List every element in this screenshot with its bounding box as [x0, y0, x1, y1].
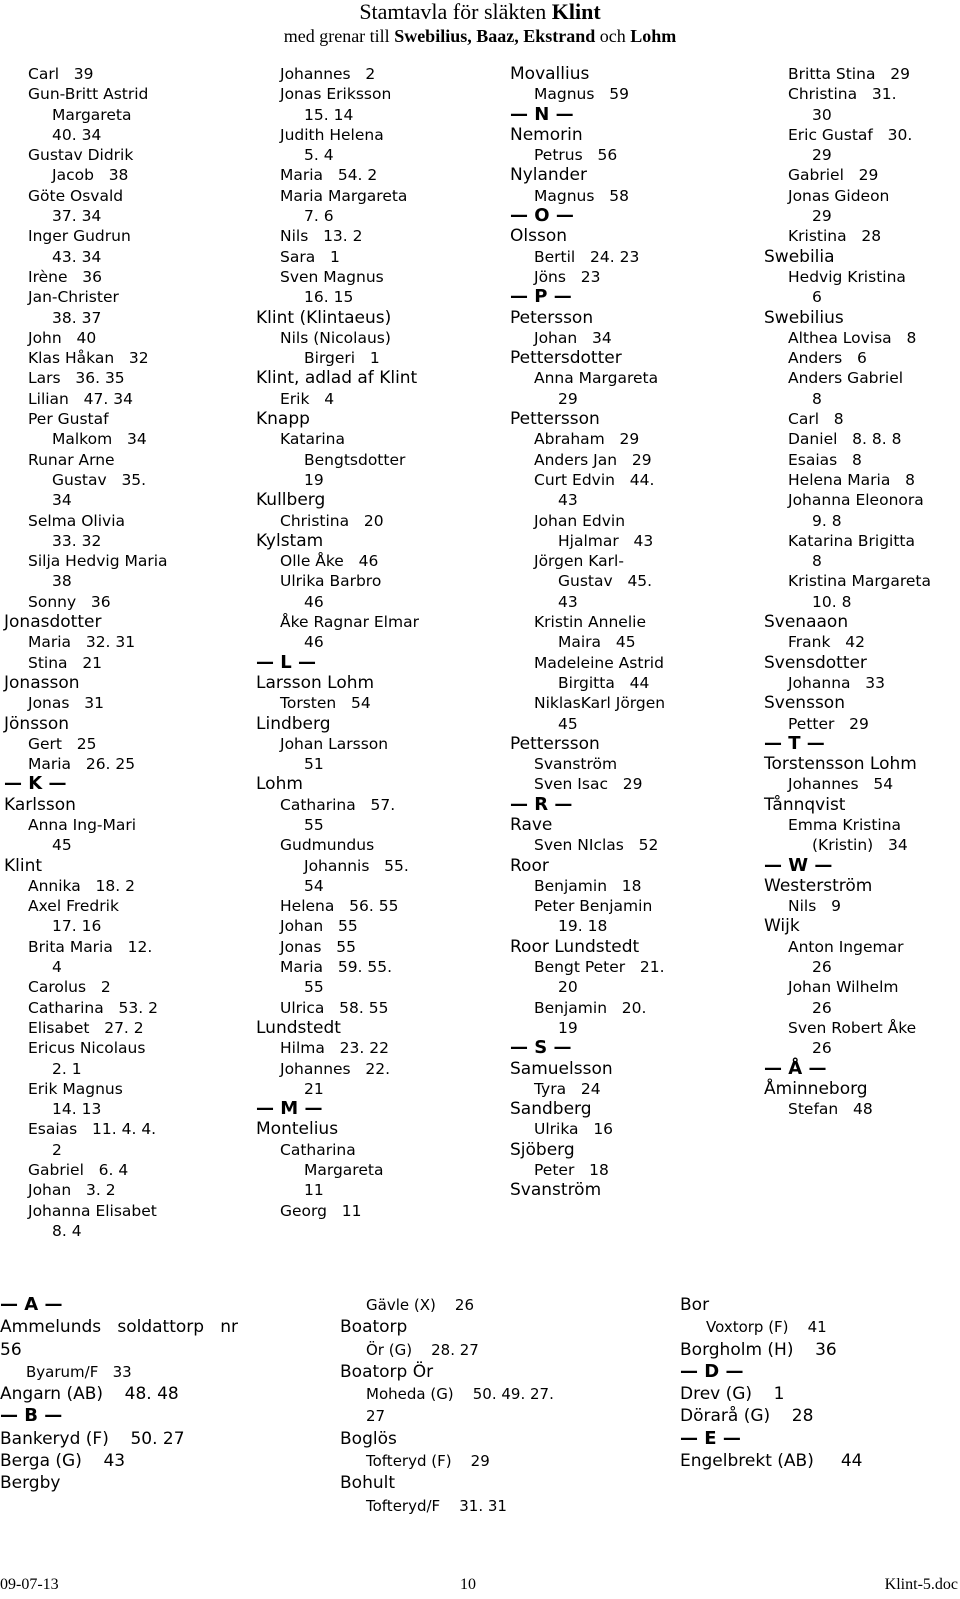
- surname-entry: Klint: [4, 855, 43, 876]
- entry-continuation: 34: [52, 491, 72, 510]
- place-entry: Berga (G) 43: [0, 1451, 126, 1472]
- given-name-entry: Erik Magnus: [28, 1079, 123, 1098]
- subtitle-and: och: [599, 26, 626, 46]
- given-name-entry: Hedvig Kristina: [788, 267, 906, 286]
- subtitle-branches: Swebilius, Baaz, Ekstrand: [394, 26, 596, 46]
- given-name-entry: Gustav Didrik: [28, 146, 134, 165]
- entry-continuation: 38. 37: [52, 308, 102, 327]
- given-name-entry: Johannes 22.: [280, 1059, 391, 1078]
- given-name-entry: Johannes 54: [788, 775, 894, 794]
- given-name-entry: Silja Hedvig Maria: [28, 552, 168, 571]
- given-name-entry: Curt Edvin 44.: [534, 470, 655, 489]
- entry-continuation: 5. 4: [304, 146, 334, 165]
- given-name-entry: Johanna 33: [788, 673, 886, 692]
- letter-divider: — T —: [764, 732, 825, 754]
- given-name-entry: Kristin Annelie: [534, 613, 646, 632]
- surname-entry: Sandberg: [510, 1099, 592, 1120]
- given-name-entry: Stefan 48: [788, 1100, 873, 1119]
- entry-continuation: 2: [52, 1140, 62, 1159]
- subtitle-branch-lohm: Lohm: [630, 26, 677, 46]
- index-column-2: [256, 64, 496, 1221]
- letter-divider: — B —: [0, 1405, 63, 1427]
- given-name-entry: Anna Ing-Mari: [28, 815, 137, 834]
- given-name-entry: Catharina: [280, 1140, 356, 1159]
- surname-entry: Pettersson: [510, 733, 600, 754]
- given-name-entry: Per Gustaf: [28, 410, 109, 429]
- letter-divider: — O —: [510, 205, 574, 227]
- given-name-entry: Jörgen Karl-: [534, 552, 624, 571]
- entry-continuation: 26: [812, 1039, 832, 1058]
- entry-continuation: Birgeri 1: [304, 349, 380, 368]
- place-entry: Drev (G) 1: [680, 1384, 785, 1405]
- surname-entry: Lohm: [256, 774, 303, 795]
- place-entry: 56: [0, 1339, 22, 1360]
- document-title: [0, 0, 960, 24]
- entry-continuation: 46: [304, 592, 324, 611]
- place-entry: Boglös: [340, 1428, 397, 1449]
- entry-continuation: Malkom 34: [52, 430, 147, 449]
- given-name-entry: Jonas Eriksson: [280, 85, 392, 104]
- given-name-entry: Maria 54. 2: [280, 166, 378, 185]
- given-name-entry: Göte Osvald: [28, 186, 124, 205]
- entry-continuation: 19. 18: [558, 917, 608, 936]
- entry-continuation: 29: [558, 389, 578, 408]
- given-name-entry: Svanström: [534, 755, 618, 774]
- entry-continuation: Margareta: [304, 1161, 384, 1180]
- place-entry: Bankeryd (F) 50. 27: [0, 1428, 185, 1449]
- place-index-column-2: [340, 1294, 670, 1517]
- surname-entry: Svensdotter: [764, 652, 867, 673]
- given-name-entry: Johan 3. 2: [28, 1181, 116, 1200]
- footer-date: 09-07-13: [0, 1576, 59, 1593]
- letter-divider: — A —: [0, 1294, 63, 1315]
- place-sub-entry: 27: [366, 1407, 386, 1426]
- given-name-entry: Åke Ragnar Elmar: [280, 613, 419, 632]
- given-name-entry: Johan 34: [534, 328, 612, 347]
- given-name-entry: Carl 8: [788, 410, 844, 429]
- entry-continuation: 26: [812, 958, 832, 977]
- given-name-entry: Johan Larsson: [280, 734, 389, 753]
- entry-continuation: 20: [558, 978, 578, 997]
- entry-continuation: 16. 15: [304, 288, 354, 307]
- given-name-entry: Christina 20: [280, 511, 384, 530]
- given-name-entry: Johannes 2: [280, 65, 376, 83]
- given-name-entry: Petter 29: [788, 714, 869, 733]
- given-name-entry: Carolus 2: [28, 978, 111, 997]
- given-name-entry: Katarina Brigitta: [788, 531, 916, 550]
- given-name-entry: Catharina 57.: [280, 795, 396, 814]
- given-name-entry: Brita Maria 12.: [28, 937, 153, 956]
- page-footer: [0, 1576, 960, 1598]
- place-entry: Boatorp: [340, 1317, 408, 1338]
- entry-continuation: 37. 34: [52, 207, 102, 226]
- surname-entry: Petersson: [510, 307, 594, 328]
- given-name-entry: Katarina: [280, 430, 345, 449]
- entry-continuation: 26: [812, 998, 832, 1017]
- entry-continuation: 17. 16: [52, 917, 102, 936]
- given-name-entry: Kristina Margareta: [788, 572, 932, 591]
- entry-continuation: 15. 14: [304, 105, 354, 124]
- entry-continuation: 46: [304, 633, 324, 652]
- entry-continuation: Hjalmar 43: [558, 531, 654, 550]
- entry-continuation: 54: [304, 876, 324, 895]
- document-subtitle: [0, 24, 960, 48]
- entry-continuation: Gustav 45.: [558, 572, 653, 591]
- entry-continuation: 10. 8: [812, 592, 852, 611]
- entry-continuation: Margareta: [52, 105, 132, 124]
- given-name-entry: Ulrika 16: [534, 1120, 614, 1139]
- given-name-entry: Hilma 23. 22: [280, 1039, 389, 1058]
- given-name-entry: Axel Fredrik: [28, 897, 119, 916]
- given-name-entry: Jonas 55: [280, 937, 356, 956]
- given-name-entry: Maria Margareta: [280, 186, 408, 205]
- entry-continuation: 55: [304, 978, 324, 997]
- place-entry: Ammelunds soldattorp nr: [0, 1317, 239, 1338]
- surname-entry: Olsson: [510, 226, 567, 247]
- surname-entry: Swebilia: [764, 246, 835, 267]
- given-name-entry: Gert 25: [28, 734, 97, 753]
- place-sub-entry: Byarum/F 33: [26, 1362, 132, 1381]
- entry-continuation: 8. 4: [52, 1221, 82, 1240]
- place-sub-entry: Voxtorp (F) 41: [706, 1318, 827, 1337]
- place-sub-entry: Tofteryd/F 31. 31: [366, 1496, 507, 1515]
- entry-continuation: 8: [812, 389, 822, 408]
- entry-continuation: 11: [304, 1181, 324, 1200]
- entry-continuation: 51: [304, 755, 324, 774]
- given-name-entry: Sara 1: [280, 247, 340, 266]
- page-header: [0, 0, 960, 48]
- entry-continuation: 21: [304, 1079, 324, 1098]
- given-name-entry: Johanna Eleonora: [788, 491, 924, 510]
- surname-entry: Roor: [510, 855, 549, 876]
- entry-continuation: 4: [52, 958, 62, 977]
- surname-entry: Larsson Lohm: [256, 672, 375, 693]
- surname-entry: Klint (Klintaeus): [256, 307, 392, 328]
- entry-continuation: Birgitta 44: [558, 673, 650, 692]
- place-sub-entry: Ör (G) 28. 27: [366, 1340, 479, 1359]
- given-name-entry: Jöns 23: [534, 267, 601, 286]
- given-name-entry: Annika 18. 2: [28, 876, 135, 895]
- surname-entry: Lindberg: [256, 713, 331, 734]
- given-name-entry: Maria 26. 25: [28, 755, 136, 774]
- given-name-entry: Peter Benjamin: [534, 897, 653, 916]
- letter-divider: — D —: [680, 1360, 744, 1382]
- entry-continuation: 45: [558, 714, 578, 733]
- entry-continuation: Johannis 55.: [304, 856, 409, 875]
- given-name-entry: Catharina 53. 2: [28, 998, 158, 1017]
- surname-entry: Nemorin: [510, 124, 583, 145]
- surname-entry: Pettersson: [510, 409, 600, 430]
- given-name-entry: Eric Gustaf 30.: [788, 125, 913, 144]
- given-name-entry: Abraham 29: [534, 430, 640, 449]
- place-entry: Engelbrekt (AB) 44: [680, 1451, 863, 1472]
- given-name-entry: Maria 59. 55.: [280, 958, 393, 977]
- entry-continuation: 29: [812, 207, 832, 226]
- given-name-entry: Gabriel 29: [788, 166, 879, 185]
- given-name-entry: Nils 9: [788, 897, 841, 916]
- given-name-entry: Magnus 59: [534, 85, 629, 104]
- place-index-column-3: [680, 1294, 960, 1472]
- given-name-entry: Olle Åke 46: [280, 552, 379, 571]
- place-entry: Dörarå (G) 28: [680, 1406, 814, 1427]
- subtitle-prefix: med grenar till: [283, 26, 390, 46]
- surname-entry: Svenaaon: [764, 612, 849, 633]
- letter-divider: — L —: [256, 651, 317, 673]
- entry-continuation: 38: [52, 572, 72, 591]
- letter-divider: — N —: [510, 103, 574, 125]
- given-name-entry: Petrus 56: [534, 146, 618, 165]
- surname-entry: Lundstedt: [256, 1017, 341, 1038]
- given-name-entry: Ericus Nicolaus: [28, 1039, 146, 1058]
- letter-divider: — K —: [4, 773, 67, 795]
- entry-continuation: 30: [812, 105, 832, 124]
- entry-continuation: 43. 34: [52, 247, 102, 266]
- entry-continuation: 43: [558, 491, 578, 510]
- given-name-entry: Anders Gabriel: [788, 369, 904, 388]
- surname-entry: Jönsson: [4, 713, 70, 734]
- given-name-entry: Georg 11: [280, 1201, 362, 1220]
- given-name-entry: Jonas 31: [28, 694, 104, 713]
- given-name-entry: Daniel 8. 8. 8: [788, 430, 902, 449]
- surname-entry: Knapp: [256, 409, 310, 430]
- place-index-column-1: [0, 1294, 330, 1495]
- given-name-entry: Judith Helena: [280, 125, 384, 144]
- entry-continuation: (Kristin) 34: [812, 836, 908, 855]
- given-name-entry: Christina 31.: [788, 85, 897, 104]
- entry-continuation: 2. 1: [52, 1059, 82, 1078]
- given-name-entry: Nils (Nicolaus): [280, 328, 391, 347]
- given-name-entry: Torsten 54: [280, 694, 371, 713]
- given-name-entry: Anders 6: [788, 349, 867, 368]
- surname-entry: Tånnqvist: [764, 794, 846, 815]
- surname-entry: Svanström: [510, 1180, 602, 1201]
- entry-continuation: 7. 6: [304, 207, 334, 226]
- surname-entry: Wijk: [764, 916, 800, 937]
- entry-continuation: 6: [812, 288, 822, 307]
- entry-continuation: Maira 45: [558, 633, 636, 652]
- given-name-entry: Anton Ingemar: [788, 937, 904, 956]
- given-name-entry: Anna Margareta: [534, 369, 659, 388]
- letter-divider: — R —: [510, 793, 573, 815]
- surname-entry: Kullberg: [256, 490, 326, 511]
- given-name-entry: Gabriel 6. 4: [28, 1161, 129, 1180]
- given-name-entry: Emma Kristina: [788, 815, 902, 834]
- given-name-entry: Ulrika Barbro: [280, 572, 382, 591]
- surname-entry: Samuelsson: [510, 1058, 613, 1079]
- given-name-entry: NiklasKarl Jörgen: [534, 694, 666, 713]
- entry-continuation: 45: [52, 836, 72, 855]
- surname-entry: Nylander: [510, 165, 587, 186]
- given-name-entry: Maria 32. 31: [28, 633, 136, 652]
- given-name-entry: Bertil 24. 23: [534, 247, 640, 266]
- title-prefix: Stamtavla för släkten: [359, 0, 547, 24]
- index-column-4: [764, 64, 960, 1119]
- given-name-entry: Helena 56. 55: [280, 897, 399, 916]
- entry-continuation: 14. 13: [52, 1100, 102, 1119]
- index-column-1: [4, 64, 244, 1241]
- place-entry: Bor: [680, 1295, 710, 1315]
- given-name-entry: Erik 4: [280, 389, 335, 408]
- footer-page-number: 10: [460, 1576, 476, 1593]
- given-name-entry: Inger Gudrun: [28, 227, 131, 246]
- surname-entry: Kylstam: [256, 530, 324, 551]
- given-name-entry: Selma Olivia: [28, 511, 125, 530]
- given-name-entry: Elisabet 27. 2: [28, 1018, 144, 1037]
- given-name-entry: Esaias 11. 4. 4.: [28, 1120, 157, 1139]
- given-name-entry: Ulrica 58. 55: [280, 998, 389, 1017]
- surname-entry: Pettersdotter: [510, 348, 622, 369]
- place-entry: Bohult: [340, 1473, 396, 1494]
- given-name-entry: Johan Edvin: [534, 511, 626, 530]
- surname-entry: Svensson: [764, 693, 845, 714]
- given-name-entry: Kristina 28: [788, 227, 882, 246]
- footer-filename: Klint-5.doc: [884, 1576, 958, 1593]
- letter-divider: — S —: [510, 1037, 572, 1059]
- surname-entry: Jonasson: [4, 672, 80, 693]
- place-sub-entry: Tofteryd (F) 29: [366, 1452, 490, 1471]
- entry-continuation: 29: [812, 146, 832, 165]
- given-name-entry: John 40: [28, 328, 97, 347]
- given-name-entry: Runar Arne: [28, 450, 115, 469]
- given-name-entry: Frank 42: [788, 633, 865, 652]
- given-name-entry: Jan-Christer: [28, 288, 119, 307]
- given-name-entry: Sven Magnus: [280, 267, 384, 286]
- place-sub-entry: Gävle (X) 26: [366, 1296, 474, 1314]
- given-name-entry: Tyra 24: [534, 1079, 601, 1098]
- given-name-entry: Althea Lovisa 8: [788, 328, 917, 347]
- letter-divider: — M —: [256, 1098, 323, 1120]
- given-name-entry: Nils 13. 2: [280, 227, 363, 246]
- place-entry: Boatorp Ör: [340, 1361, 434, 1382]
- letter-divider: — Å —: [764, 1057, 827, 1079]
- entry-continuation: Gustav 35.: [52, 470, 147, 489]
- surname-entry: Jonasdotter: [4, 612, 102, 633]
- surname-entry: Torstensson Lohm: [764, 754, 917, 775]
- given-name-entry: Gun-Britt Astrid: [28, 85, 149, 104]
- given-name-entry: Lars 36. 35: [28, 369, 125, 388]
- letter-divider: — E —: [680, 1427, 741, 1449]
- surname-entry: Klint, adlad af Klint: [256, 368, 418, 389]
- entry-continuation: 9. 8: [812, 511, 842, 530]
- entry-continuation: 19: [304, 470, 324, 489]
- letter-divider: — P —: [510, 286, 572, 308]
- entry-continuation: 40. 34: [52, 125, 102, 144]
- given-name-entry: Esaias 8: [788, 450, 862, 469]
- given-name-entry: Peter 18: [534, 1161, 609, 1180]
- given-name-entry: Sven Isac 29: [534, 775, 643, 794]
- given-name-entry: Sven NIclas 52: [534, 836, 659, 855]
- place-entry: Bergby: [0, 1473, 61, 1494]
- given-name-entry: Sven Robert Åke: [788, 1018, 917, 1037]
- entry-continuation: Bengtsdotter: [304, 450, 406, 469]
- given-name-entry: Sonny 36: [28, 592, 111, 611]
- entry-continuation: Jacob 38: [52, 166, 129, 185]
- given-name-entry: Magnus 58: [534, 186, 629, 205]
- index-column-3: [510, 64, 760, 1201]
- given-name-entry: Carl 39: [28, 65, 94, 83]
- place-entry: Angarn (AB) 48. 48: [0, 1384, 179, 1405]
- entry-continuation: 43: [558, 592, 578, 611]
- given-name-entry: Helena Maria 8: [788, 470, 915, 489]
- given-name-entry: Johan 55: [280, 917, 358, 936]
- given-name-entry: Gudmundus: [280, 836, 375, 855]
- given-name-entry: Lilian 47. 34: [28, 389, 133, 408]
- surname-entry: Sjöberg: [510, 1139, 575, 1160]
- entry-continuation: 8: [812, 552, 822, 571]
- surname-entry: Rave: [510, 814, 553, 835]
- surname-entry: Westerström: [764, 875, 873, 896]
- title-family-name: Klint: [551, 0, 601, 24]
- surname-entry: Karlsson: [4, 794, 76, 815]
- given-name-entry: Jonas Gideon: [788, 186, 890, 205]
- given-name-entry: Johanna Elisabet: [28, 1201, 157, 1220]
- place-entry: Borgholm (H) 36: [680, 1339, 837, 1360]
- entry-continuation: 55: [304, 815, 324, 834]
- entry-continuation: 33. 32: [52, 531, 102, 550]
- surname-entry: Åminneborg: [764, 1078, 868, 1099]
- surname-entry: Movallius: [510, 64, 590, 84]
- surname-entry: Roor Lundstedt: [510, 936, 640, 957]
- given-name-entry: Britta Stina 29: [788, 65, 910, 83]
- surname-entry: Swebilius: [764, 307, 844, 328]
- given-name-entry: Johan Wilhelm: [788, 978, 899, 997]
- given-name-entry: Irène 36: [28, 267, 103, 286]
- given-name-entry: Klas Håkan 32: [28, 349, 149, 368]
- given-name-entry: Benjamin 18: [534, 876, 642, 895]
- given-name-entry: Stina 21: [28, 653, 103, 672]
- given-name-entry: Bengt Peter 21.: [534, 958, 665, 977]
- given-name-entry: Anders Jan 29: [534, 450, 652, 469]
- place-sub-entry: Moheda (G) 50. 49. 27.: [366, 1385, 554, 1404]
- letter-divider: — W —: [764, 854, 833, 876]
- given-name-entry: Benjamin 20.: [534, 998, 647, 1017]
- surname-entry: Montelius: [256, 1119, 339, 1140]
- given-name-entry: Madeleine Astrid: [534, 653, 664, 672]
- entry-continuation: 19: [558, 1018, 578, 1037]
